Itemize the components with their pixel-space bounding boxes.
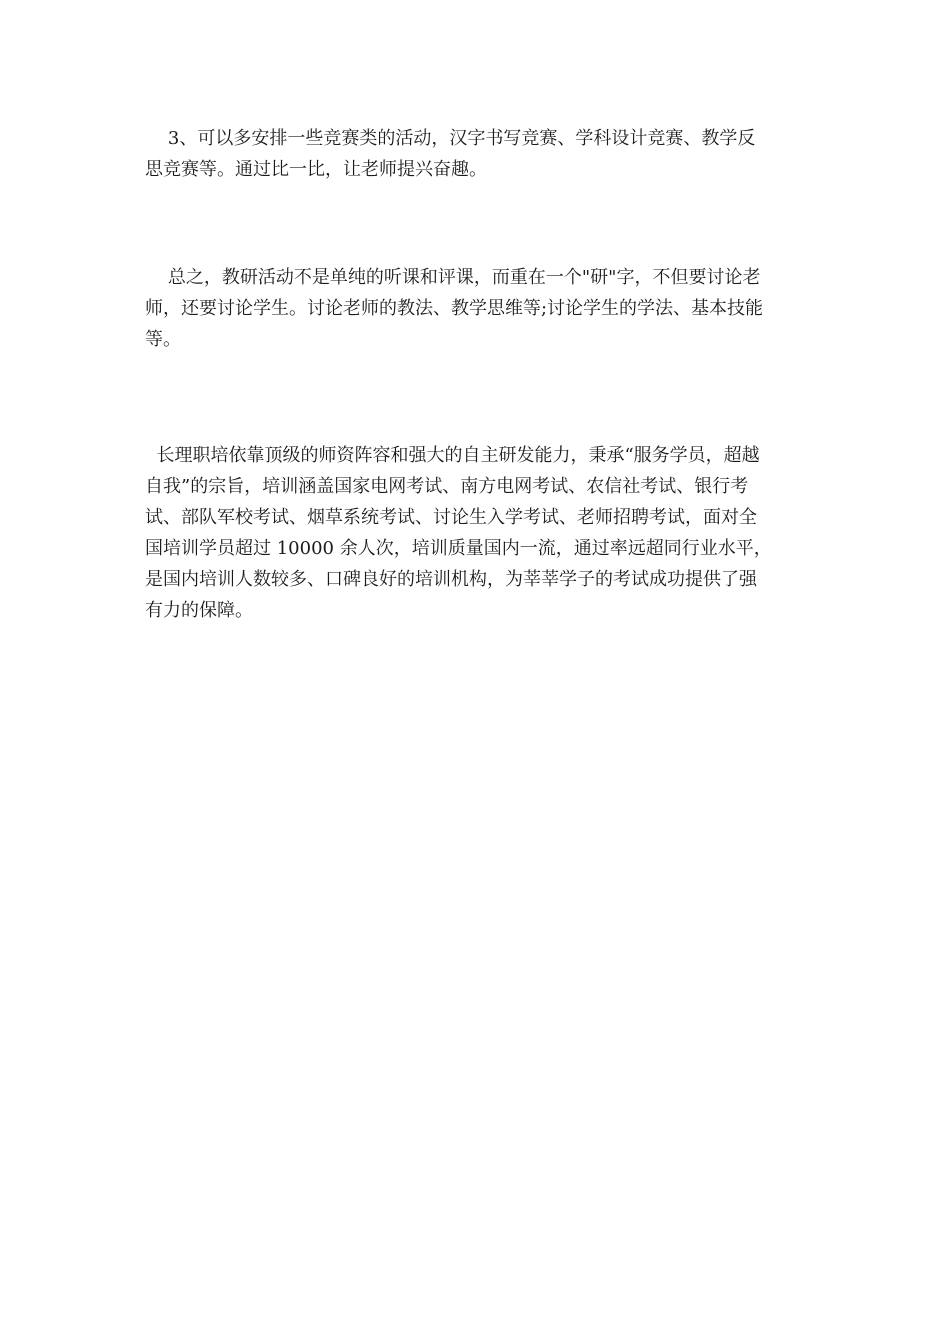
text-line: 师，还要讨论学生。讨论老师的教法、教学思维等;讨论学生的学法、基本技能	[145, 298, 764, 319]
text-line: 3、可以多安排一些竞赛类的活动，汉字书写竞赛、学科设计竞赛、教学反	[145, 128, 756, 149]
text-line: 是国内培训人数较多、口碑良好的培训机构，为莘莘学子的考试成功提供了强	[145, 569, 757, 590]
paragraph-competition-activities	[145, 123, 810, 185]
text-line: 长理职培依靠顶级的师资阵容和强大的自主研发能力，秉承“服务学员，超越	[145, 445, 760, 466]
paragraph-summary	[145, 262, 810, 355]
text-line: 试、部队军校考试、烟草系统考试、讨论生入学考试、老师招聘考试，面对全	[145, 507, 757, 528]
text-line: 有力的保障。	[145, 600, 253, 621]
text-line: 思竞赛等。通过比一比，让老师提兴奋趣。	[145, 159, 487, 180]
text-line: 国培训学员超过 10000 余人次，培训质量国内一流，通过率远超同行业水平，	[145, 538, 772, 559]
paragraph-institution-intro	[145, 440, 810, 626]
text-line: 总之，教研活动不是单纯的听课和评课，而重在一个"研"字，不但要讨论老	[145, 267, 761, 288]
text-line: 自我”的宗旨，培训涵盖国家电网考试、南方电网考试、农信社考试、银行考	[145, 476, 749, 497]
text-line: 等。	[145, 329, 181, 350]
